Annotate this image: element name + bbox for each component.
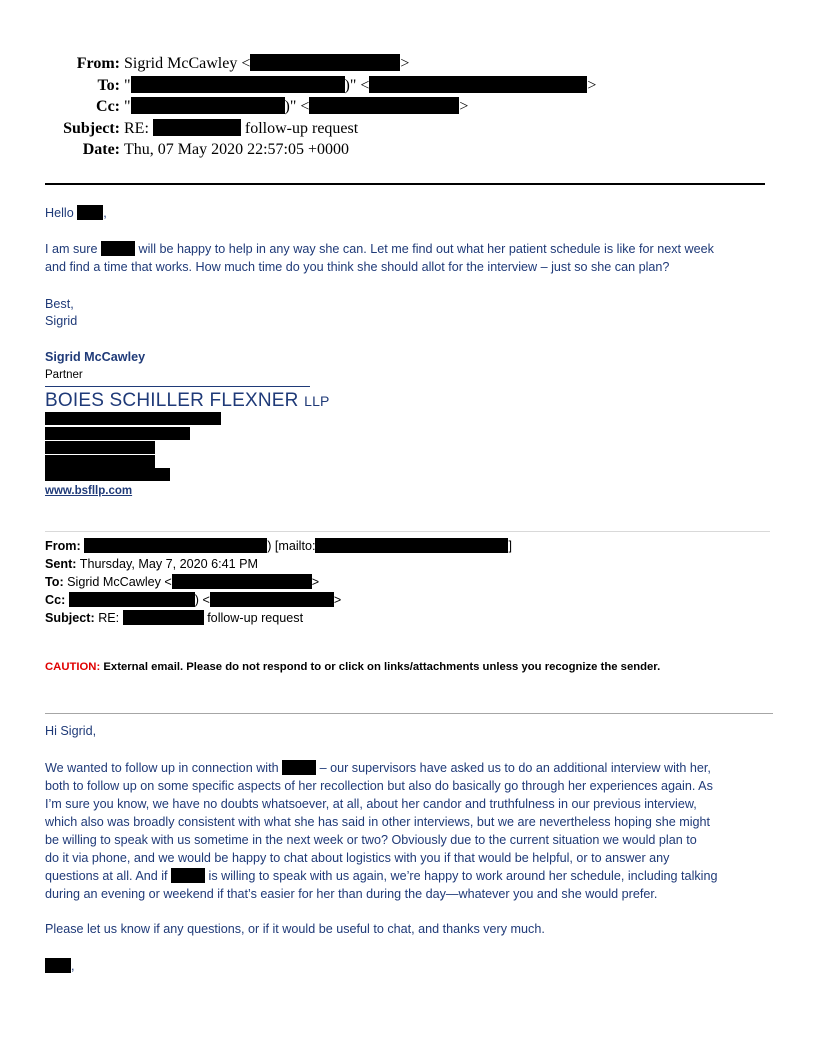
signature-name: Sigrid McCawley — [45, 350, 146, 364]
signature-title: Partner — [45, 369, 83, 381]
signature-divider — [45, 386, 310, 387]
fwd-to-row: To: Sigrid McCawley < > — [45, 575, 320, 589]
redaction — [210, 592, 334, 607]
cc-label: Cc: — [96, 98, 120, 115]
fwd-cc-row: Cc: ) < > — [45, 593, 342, 607]
section-divider — [45, 531, 770, 532]
redaction — [315, 538, 508, 553]
header-subject-row: Subject: RE: follow-up request — [60, 118, 596, 140]
redaction — [369, 76, 587, 93]
original-line: We wanted to follow up in connection with – our supervisors have asked us to do an additional interview with her, — [45, 761, 711, 775]
original-greeting: Hi Sigrid, — [45, 724, 97, 738]
original-signoff: , — [45, 957, 75, 975]
website-link[interactable]: www.bsfllp.com — [45, 485, 133, 497]
header-from-row: From: Sigrid McCawley < > — [60, 53, 596, 75]
redaction — [45, 455, 155, 468]
date-value: Thu, 07 May 2020 22:57:05 +0000 — [124, 141, 350, 158]
reply-paragraph-line: and find a time that works. How much time do you think she should allot for the interview – just so she can plan? — [45, 260, 670, 274]
fwd-subject-row: Subject: RE: follow-up request — [45, 611, 304, 625]
redaction — [45, 412, 221, 425]
reply-closing-name: Sigrid — [45, 314, 78, 328]
original-line: during an evening or weekend if that’s easier for her than during the day—whatever you and she would prefer. — [45, 887, 658, 901]
email-header — [60, 53, 596, 161]
reply-closing: Best, — [45, 297, 74, 311]
website-row — [45, 481, 132, 500]
redaction — [282, 760, 316, 775]
redaction — [101, 241, 135, 256]
header-cc-row: Cc: " )" < > — [60, 96, 596, 118]
reply-greeting: Hello , — [45, 206, 107, 220]
redaction — [45, 958, 71, 973]
date-label: Date: — [82, 141, 120, 158]
subject-label: Subject: — [63, 119, 120, 137]
from-label: From: — [76, 55, 120, 72]
original-line: both to follow up on some specific aspects of her recollection but also do basically go through her experiences again. As — [45, 779, 713, 793]
redaction — [45, 427, 190, 440]
header-divider — [45, 183, 765, 185]
caution-banner: CAUTION: External email. Please do not respond to or click on links/attachments unless you recognize the sender. — [45, 661, 661, 673]
original-line: questions at all. And if is willing to speak with us again, we’re happy to work around her schedule, including talking — [45, 869, 718, 883]
redaction — [171, 868, 205, 883]
redaction — [45, 468, 170, 481]
redaction — [84, 538, 267, 553]
redaction — [250, 54, 400, 71]
redaction — [123, 610, 204, 625]
fwd-from-row: From: ) [mailto: ] — [45, 539, 512, 553]
section-divider — [45, 713, 773, 714]
redaction — [69, 592, 195, 607]
header-to-row: To: " )" < > — [60, 75, 596, 97]
fwd-sent-row: Sent: Thursday, May 7, 2020 6:41 PM — [45, 557, 259, 571]
from-name: Sigrid McCawley < — [124, 55, 251, 72]
original-closing-paragraph: Please let us know if any questions, or if it would be useful to chat, and thanks very much. — [45, 922, 545, 936]
redaction — [45, 441, 155, 454]
header-date-row — [60, 139, 596, 161]
redaction — [131, 76, 345, 93]
original-line: do it via phone, and we would be happy to chat about logistics with you if that would be helpful, or to answer any — [45, 851, 670, 865]
redaction — [172, 574, 312, 589]
redaction — [153, 119, 241, 136]
original-line: I’m sure you know, we have no doubts whatsoever, at all, about her candor and truthfulness in our previous interview, — [45, 797, 697, 811]
original-line: which also was broadly consistent with what she has said in other interviews, but we are nevertheless hoping she might — [45, 815, 711, 829]
to-label: To: — [97, 76, 120, 94]
redaction — [309, 97, 459, 114]
original-line: be willing to speak with us sometime in the next week or two? Obviously due to the current situation we would plan to — [45, 833, 697, 847]
reply-paragraph: I am sure will be happy to help in any way she can. Let me find out what her patient schedule is like for next week — [45, 242, 714, 256]
redaction — [77, 205, 103, 220]
redaction — [131, 97, 285, 114]
firm-name: BOIES SCHILLER FLEXNER LLP — [45, 390, 330, 411]
